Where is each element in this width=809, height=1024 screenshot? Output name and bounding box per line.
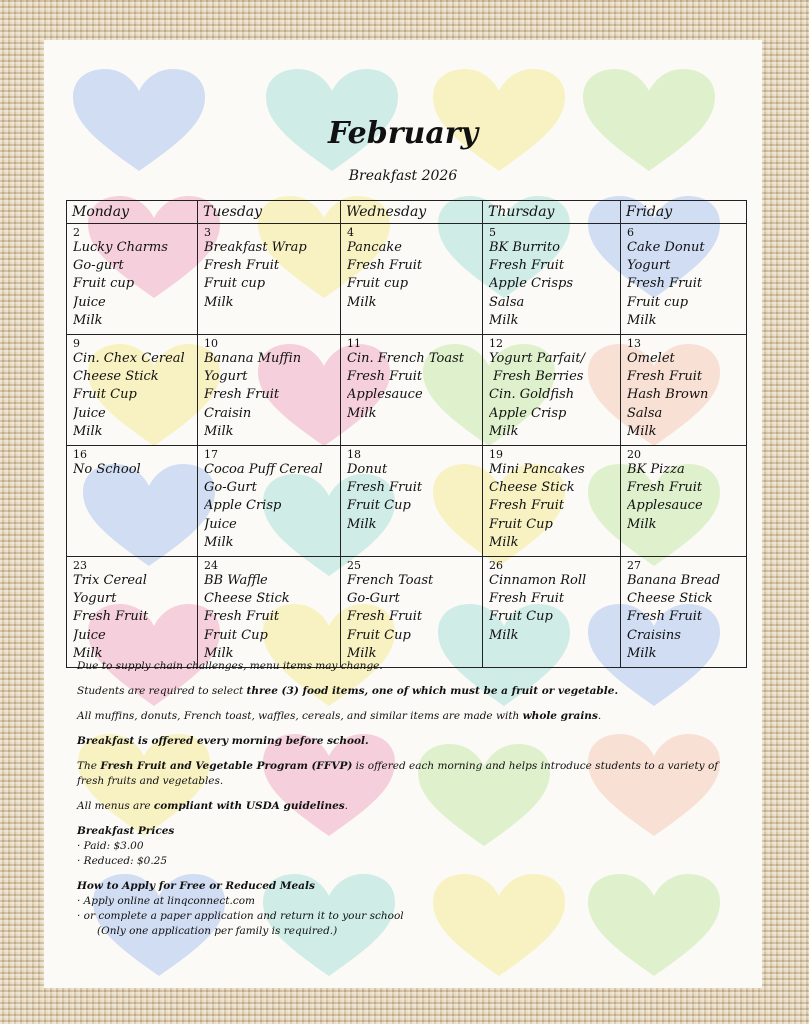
menu-item: Craisin [204,405,252,421]
menu-item: Juice [204,516,237,532]
menu-item: Fresh Fruit [347,609,423,625]
menu-item: Juice [73,405,106,421]
day-number: 16 [73,448,87,461]
day-cell [341,335,483,446]
day-cell [483,557,621,668]
apply-note: (Only one application per family is required.) [97,925,338,937]
menu-item: Fresh Fruit [347,258,423,274]
day-cell [198,224,341,335]
menu-item: Apple Crisp [204,498,282,514]
menu-item: BK Pizza [627,462,685,477]
day-cell [341,557,483,668]
day-number: 26 [489,559,503,572]
day-cell [67,224,198,335]
apply-online: · Apply online at linqconnect.com [77,895,255,907]
menu-item: Fruit Cup [489,609,553,625]
day-number: 18 [347,448,361,461]
menu-item: Fresh Fruit [627,480,703,496]
menu-item: Fruit Cup [489,516,553,532]
menu-item: Fruit cup [627,294,689,310]
breakfast-prices [77,824,737,869]
day-number: 3 [204,226,211,239]
week-row [67,335,747,446]
menu-item: Cinnamon Roll [489,573,587,588]
menu-item: Lucky Charms [73,240,168,255]
breakfast-offered-note: Breakfast is offered every morning before school. [77,735,369,747]
day-number: 2 [73,226,80,239]
menu-item: Fresh Fruit [627,276,703,292]
weekday-friday: Friday [621,201,747,224]
week-row [67,224,747,335]
price-reduced: · Reduced: $0.25 [77,855,168,867]
weekday-header-row [67,201,747,224]
day-number: 9 [73,337,80,350]
menu-item: Breakfast Wrap [204,240,307,255]
menu-item: Milk [489,627,519,643]
day-number: 13 [627,337,641,350]
menu-item: Salsa [489,294,525,310]
menu-item: Banana Bread [627,573,721,588]
menu-item: Applesauce [347,387,423,403]
weekday-tuesday: Tuesday [198,201,341,224]
menu-item: Milk [204,534,234,550]
menu-item: Milk [73,423,103,439]
menu-item: Milk [347,516,377,532]
day-cell [67,335,198,446]
day-cell [198,557,341,668]
menu-item: Cheese Stick [204,591,290,607]
whole-grains-note: All muffins, donuts, French toast, waffles, cereals, and similar items are made with whole grains. [77,710,602,722]
menu-item: Fresh Fruit [347,480,423,496]
menu-item: Milk [627,516,657,532]
day-number: 11 [347,337,361,350]
menu-item: Cin. Chex Cereal [73,351,185,366]
menu-item: Go-Gurt [204,480,257,496]
menu-item: Go-gurt [73,258,124,274]
menu-item: Milk [489,423,519,439]
day-cell [621,446,747,557]
apply-instructions [77,879,737,939]
menu-item: Milk [73,312,103,328]
menu-item: Yogurt [204,369,248,385]
menu-item: Yogurt [627,258,671,274]
menu-item: Salsa [627,405,663,421]
menu-item: Craisins [627,627,681,643]
menu-item: Cheese Stick [489,480,575,496]
day-cell [341,224,483,335]
menu-item: Fruit cup [347,276,409,292]
day-cell [483,335,621,446]
weekday-monday: Monday [67,201,198,224]
menu-item: Donut [347,462,388,477]
menu-item: Omelet [627,351,675,366]
menu-item: Milk [627,423,657,439]
menu-item: Hash Brown [627,387,709,403]
menu-item: Go-Gurt [347,591,400,607]
menu-item: Milk [204,423,234,439]
menu-item: Pancake [347,240,402,255]
menu-item: Fresh Fruit [489,498,565,514]
page-subtitle: Breakfast 2026 [348,168,458,184]
menu-item: Fresh Fruit [204,258,280,274]
supply-note: Due to supply chain challenges, menu items may change. [77,660,383,672]
menu-item: BB Waffle [204,573,268,588]
menu-item: Fruit cup [73,276,135,292]
menu-item: Milk [627,645,657,661]
apply-paper: · or complete a paper application and return it to your school [77,910,404,922]
menu-item: No School [73,462,141,477]
menu-item: Milk [347,294,377,310]
weekday-thursday: Thursday [483,201,621,224]
menu-item: Milk [627,312,657,328]
day-number: 25 [347,559,361,572]
menu-item: Juice [73,627,106,643]
apply-heading: How to Apply for Free or Reduced Meals [77,880,315,892]
day-cell [198,335,341,446]
menu-item: Applesauce [627,498,703,514]
menu-item: Cocoa Puff Cereal [204,462,323,477]
day-number: 23 [73,559,87,572]
menu-item: French Toast [347,573,434,588]
day-number: 20 [627,448,641,461]
day-cell [198,446,341,557]
menu-item: BK Burrito [489,240,560,255]
menu-item: Cin. French Toast [347,351,464,366]
menu-notes [77,659,737,939]
day-cell [67,446,198,557]
menu-item: Yogurt [73,591,117,607]
day-cell [341,446,483,557]
day-cell [67,557,198,668]
menu-item: Milk [347,645,377,661]
menu-item: Cheese Stick [73,369,159,385]
day-number: 10 [204,337,218,350]
menu-item: Milk [73,645,103,661]
menu-item: Fruit Cup [347,498,411,514]
menu-item: Fresh Fruit [73,609,149,625]
week-row [67,557,747,668]
menu-calendar [66,200,747,668]
menu-item: Fresh Fruit [489,591,565,607]
menu-item: Cheese Stick [627,591,713,607]
day-number: 24 [204,559,218,572]
menu-item: Apple Crisp [489,405,567,421]
day-cell [483,446,621,557]
day-cell [483,224,621,335]
day-number: 27 [627,559,641,572]
day-number: 17 [204,448,218,461]
menu-item: Banana Muffin [204,351,302,366]
page-title: February [327,116,478,151]
day-number: 5 [489,226,496,239]
menu-item: Fruit Cup [347,627,411,643]
menu-item: Fresh Fruit [347,369,423,385]
menu-item: Fresh Fruit [627,609,703,625]
menu-item: Cin. Goldfish [489,387,575,403]
menu-item: Fresh Fruit [204,609,280,625]
week-row [67,446,747,557]
day-number: 6 [627,226,634,239]
requirement-note: Students are required to select three (3) food items, one of which must be a fruit or vegetable. [77,685,619,697]
menu-item: Fresh Fruit [489,258,565,274]
menu-item: Mini Pancakes [489,462,585,477]
day-cell [621,557,747,668]
menu-item: Milk [489,534,519,550]
day-number: 4 [347,226,354,239]
menu-item: Fruit cup [204,276,266,292]
ffvp-note: The Fresh Fruit and Vegetable Program (FFVP) is offered each morning and helps introduce students to a variety of fresh fruits and vegetables. [77,760,719,787]
menu-item: Cake Donut [627,240,705,255]
day-number: 12 [489,337,503,350]
weekday-wednesday: Wednesday [341,201,483,224]
menu-item: Fresh Fruit [627,369,703,385]
day-number: 19 [489,448,503,461]
menu-item: Juice [73,294,106,310]
usda-note: All menus are compliant with USDA guidelines. [77,800,349,812]
menu-item: Milk [204,645,234,661]
menu-item: Fresh Fruit [204,387,280,403]
menu-page [44,40,762,988]
menu-item: Milk [347,405,377,421]
menu-item: Fresh Berries [489,369,584,385]
day-cell [621,335,747,446]
menu-item: Fruit Cup [73,387,137,403]
prices-heading: Breakfast Prices [77,825,175,837]
menu-item: Apple Crisps [489,276,573,292]
price-paid: · Paid: $3.00 [77,840,144,852]
menu-item: Fruit Cup [204,627,268,643]
menu-item: Yogurt Parfait/ [489,351,585,366]
day-cell [621,224,747,335]
menu-item: Trix Cereal [73,573,147,588]
menu-item: Milk [204,294,234,310]
menu-item: Milk [489,312,519,328]
